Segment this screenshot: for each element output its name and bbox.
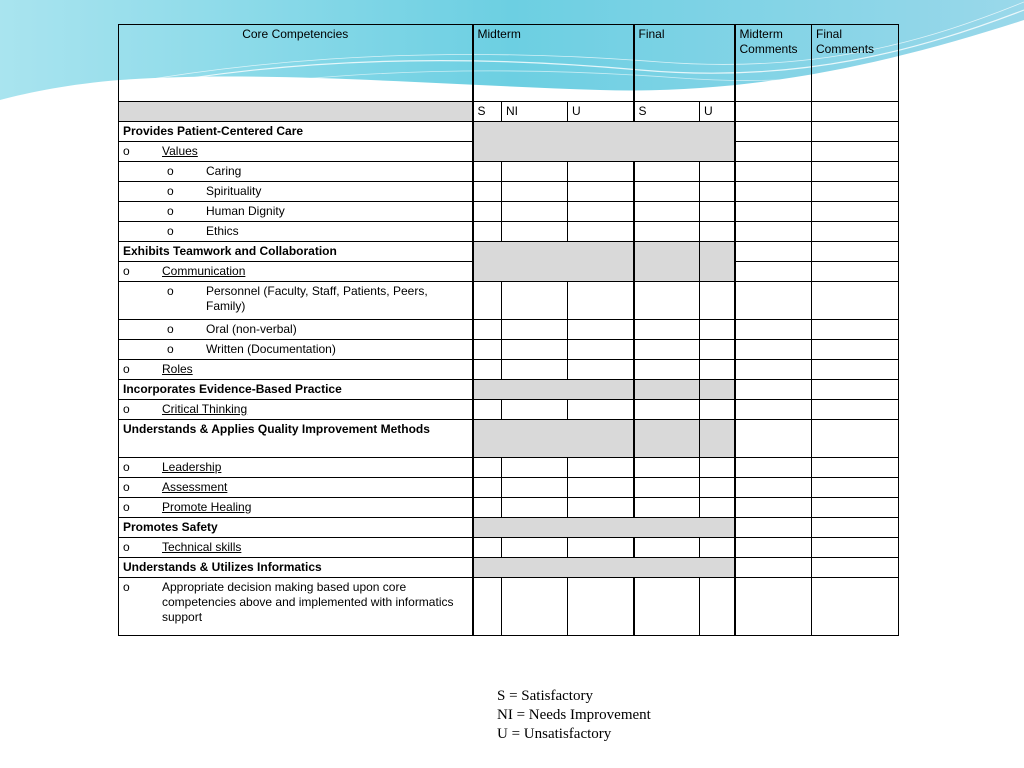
item-cell — [119, 182, 473, 202]
rating-cell[interactable] — [502, 360, 568, 380]
item-cell — [119, 222, 473, 242]
rating-cell[interactable] — [700, 282, 735, 320]
rating-cell[interactable] — [502, 320, 568, 340]
rating-cell[interactable] — [502, 538, 568, 558]
subcategory-label: Appropriate decision making based upon core competencies above and implemented with informatics support — [162, 580, 454, 624]
final-comment-cell[interactable] — [812, 400, 899, 420]
table-row — [119, 518, 899, 538]
final-comment-cell[interactable] — [812, 360, 899, 380]
table-row — [119, 458, 899, 478]
shaded-rating-block — [473, 558, 735, 578]
shaded-rating-block — [473, 380, 634, 400]
subcategory-label: Critical Thinking — [162, 402, 248, 416]
midterm-comment-cell[interactable] — [735, 122, 812, 142]
bullet-marker: o — [167, 164, 174, 178]
midterm-comment-cell[interactable] — [735, 578, 812, 636]
subcategory-cell — [119, 578, 473, 636]
table-row — [119, 400, 899, 420]
rating-cell[interactable] — [568, 360, 634, 380]
midterm-comment-cell[interactable] — [735, 498, 812, 518]
rating-cell[interactable] — [634, 578, 700, 636]
bullet-marker: o — [167, 284, 174, 298]
subheader-blank — [119, 102, 473, 122]
bullet-marker: o — [123, 362, 130, 376]
item-cell — [119, 162, 473, 182]
rating-cell[interactable] — [634, 282, 700, 320]
bullet-marker: o — [167, 204, 174, 218]
rating-cell[interactable] — [700, 478, 735, 498]
midterm-comment-cell[interactable] — [735, 478, 812, 498]
table-row — [119, 380, 899, 400]
subheader-midterm-s: S — [473, 102, 502, 122]
table-row — [119, 420, 899, 458]
rating-cell[interactable] — [502, 182, 568, 202]
shaded-rating-block — [634, 380, 700, 400]
final-comment-cell[interactable] — [812, 380, 899, 400]
item-cell — [119, 340, 473, 360]
rating-cell[interactable] — [502, 222, 568, 242]
rating-cell[interactable] — [502, 498, 568, 518]
midterm-comment-cell[interactable] — [735, 282, 812, 320]
bullet-marker: o — [123, 480, 130, 494]
final-comment-cell[interactable] — [812, 202, 899, 222]
rating-cell[interactable] — [568, 320, 634, 340]
subcategory-cell — [119, 498, 473, 518]
rating-cell[interactable] — [473, 222, 502, 242]
competency-evaluation-table — [118, 24, 899, 636]
final-comment-cell[interactable] — [812, 340, 899, 360]
rating-cell[interactable] — [700, 182, 735, 202]
final-comment-cell[interactable] — [812, 478, 899, 498]
subcategory-cell — [119, 262, 473, 282]
final-comment-cell[interactable] — [812, 578, 899, 636]
legend-needs-improvement: NI = Needs Improvement — [497, 707, 651, 723]
rating-cell[interactable] — [634, 478, 700, 498]
rating-cell[interactable] — [473, 498, 502, 518]
category-label: Understands & Applies Quality Improvement Methods — [119, 420, 473, 458]
rating-cell[interactable] — [700, 498, 735, 518]
subheader-midterm-ni: NI — [502, 102, 568, 122]
item-label: Ethics — [206, 224, 239, 238]
rating-cell[interactable] — [700, 400, 735, 420]
rating-cell[interactable] — [634, 222, 700, 242]
final-comment-cell[interactable] — [812, 242, 899, 262]
bullet-marker: o — [123, 580, 130, 594]
rating-cell[interactable] — [568, 400, 634, 420]
rating-cell[interactable] — [502, 162, 568, 182]
shaded-rating-block — [634, 420, 700, 458]
rating-cell[interactable] — [473, 162, 502, 182]
rating-cell[interactable] — [473, 478, 502, 498]
bullet-marker: o — [167, 184, 174, 198]
shaded-rating-block — [473, 242, 634, 282]
final-comment-cell[interactable] — [812, 162, 899, 182]
table-row — [119, 202, 899, 222]
item-label: Spirituality — [206, 184, 262, 198]
subcategory-cell — [119, 538, 473, 558]
rating-cell[interactable] — [634, 182, 700, 202]
rating-cell[interactable] — [700, 162, 735, 182]
rating-cell[interactable] — [568, 458, 634, 478]
midterm-comment-cell[interactable] — [735, 340, 812, 360]
rating-cell[interactable] — [568, 182, 634, 202]
midterm-comment-cell[interactable] — [735, 360, 812, 380]
legend-unsatisfactory: U = Unsatisfactory — [497, 726, 612, 742]
final-comment-cell[interactable] — [812, 458, 899, 478]
rating-cell[interactable] — [634, 400, 700, 420]
rating-cell[interactable] — [473, 360, 502, 380]
rating-cell[interactable] — [700, 578, 735, 636]
shaded-rating-block — [473, 122, 735, 162]
rating-cell[interactable] — [568, 538, 634, 558]
table-row — [119, 122, 899, 142]
rating-cell[interactable] — [473, 282, 502, 320]
item-cell — [119, 202, 473, 222]
header-final: Final — [634, 25, 735, 102]
subcategory-label: Technical skills — [162, 540, 242, 554]
final-comment-cell[interactable] — [812, 122, 899, 142]
table-row — [119, 558, 899, 578]
subcategory-label: Promote Healing — [162, 500, 252, 514]
rating-cell[interactable] — [568, 340, 634, 360]
midterm-comment-cell[interactable] — [735, 182, 812, 202]
shaded-rating-block — [700, 242, 735, 282]
table-row — [119, 340, 899, 360]
rating-cell[interactable] — [634, 458, 700, 478]
rating-cell[interactable] — [634, 320, 700, 340]
rating-cell[interactable] — [634, 538, 700, 558]
shaded-rating-block — [473, 420, 634, 458]
bullet-marker: o — [123, 144, 130, 158]
rating-cell[interactable] — [634, 340, 700, 360]
subheader-final-s: S — [634, 102, 700, 122]
subcategory-label: Values — [162, 144, 198, 158]
rating-cell[interactable] — [568, 202, 634, 222]
midterm-comment-cell[interactable] — [735, 142, 812, 162]
header-midterm-comments: Midterm Comments — [735, 25, 812, 102]
shaded-rating-block — [473, 518, 735, 538]
rating-cell[interactable] — [634, 360, 700, 380]
rating-cell[interactable] — [502, 400, 568, 420]
subcategory-label: Communication — [162, 264, 246, 278]
subcategory-cell — [119, 360, 473, 380]
rating-cell[interactable] — [473, 458, 502, 478]
bullet-marker: o — [123, 500, 130, 514]
midterm-comment-cell[interactable] — [735, 262, 812, 282]
subcategory-cell — [119, 400, 473, 420]
rating-cell[interactable] — [473, 182, 502, 202]
rating-cell[interactable] — [473, 538, 502, 558]
rating-cell[interactable] — [502, 478, 568, 498]
bullet-marker: o — [123, 540, 130, 554]
final-comment-cell[interactable] — [812, 142, 899, 162]
table-row — [119, 478, 899, 498]
item-label: Human Dignity — [206, 204, 285, 218]
rating-cell[interactable] — [568, 282, 634, 320]
rating-cell[interactable] — [700, 320, 735, 340]
rating-cell[interactable] — [568, 478, 634, 498]
midterm-comment-cell[interactable] — [735, 102, 812, 122]
category-label: Promotes Safety — [119, 518, 473, 538]
shaded-rating-block — [634, 242, 700, 282]
rating-cell[interactable] — [634, 202, 700, 222]
rating-cell[interactable] — [634, 162, 700, 182]
category-label: Provides Patient-Centered Care — [119, 122, 473, 142]
rating-cell[interactable] — [700, 202, 735, 222]
category-label: Incorporates Evidence-Based Practice — [119, 380, 473, 400]
rating-cell[interactable] — [502, 578, 568, 636]
bullet-marker: o — [123, 402, 130, 416]
legend-satisfactory: S = Satisfactory — [497, 688, 593, 704]
rating-cell[interactable] — [473, 320, 502, 340]
rating-cell[interactable] — [473, 578, 502, 636]
item-cell — [119, 320, 473, 340]
subcategory-label: Roles — [162, 362, 193, 376]
bullet-marker: o — [123, 460, 130, 474]
header-core-competencies: Core Competencies — [119, 25, 473, 102]
midterm-comment-cell[interactable] — [735, 222, 812, 242]
rating-cell[interactable] — [700, 360, 735, 380]
competency-table-wrapper — [118, 24, 899, 636]
rating-cell[interactable] — [473, 400, 502, 420]
shaded-rating-block — [700, 420, 735, 458]
midterm-comment-cell[interactable] — [735, 380, 812, 400]
subheader-row — [119, 102, 899, 122]
midterm-comment-cell[interactable] — [735, 518, 812, 538]
rating-cell[interactable] — [502, 340, 568, 360]
rating-cell[interactable] — [502, 282, 568, 320]
table-row — [119, 222, 899, 242]
subheader-midterm-u: U — [568, 102, 634, 122]
item-label: Written (Documentation) — [206, 342, 336, 356]
rating-cell[interactable] — [502, 458, 568, 478]
rating-cell[interactable] — [634, 498, 700, 518]
subcategory-cell — [119, 458, 473, 478]
header-row — [119, 25, 899, 102]
rating-cell[interactable] — [700, 222, 735, 242]
midterm-comment-cell[interactable] — [735, 202, 812, 222]
category-label: Understands & Utilizes Informatics — [119, 558, 473, 578]
table-row — [119, 498, 899, 518]
rating-cell[interactable] — [473, 340, 502, 360]
subcategory-cell — [119, 142, 473, 162]
header-final-comments: Final Comments — [812, 25, 899, 102]
category-label: Exhibits Teamwork and Collaboration — [119, 242, 473, 262]
subheader-final-u: U — [700, 102, 735, 122]
rating-legend — [497, 687, 651, 744]
bullet-marker: o — [123, 264, 130, 278]
rating-cell[interactable] — [568, 162, 634, 182]
item-label: Caring — [206, 164, 242, 178]
table-row — [119, 282, 899, 320]
midterm-comment-cell[interactable] — [735, 458, 812, 478]
rating-cell[interactable] — [502, 202, 568, 222]
item-label: Oral (non-verbal) — [206, 322, 297, 336]
final-comment-cell[interactable] — [812, 262, 899, 282]
final-comment-cell[interactable] — [812, 320, 899, 340]
item-cell — [119, 282, 473, 320]
midterm-comment-cell[interactable] — [735, 400, 812, 420]
bullet-marker: o — [167, 322, 174, 336]
midterm-comment-cell[interactable] — [735, 162, 812, 182]
midterm-comment-cell[interactable] — [735, 420, 812, 458]
bullet-marker: o — [167, 224, 174, 238]
table-row — [119, 242, 899, 262]
header-midterm: Midterm — [473, 25, 634, 102]
final-comment-cell[interactable] — [812, 498, 899, 518]
final-comment-cell[interactable] — [812, 282, 899, 320]
midterm-comment-cell[interactable] — [735, 558, 812, 578]
midterm-comment-cell[interactable] — [735, 538, 812, 558]
final-comment-cell[interactable] — [812, 420, 899, 458]
final-comment-cell[interactable] — [812, 558, 899, 578]
rating-cell[interactable] — [568, 222, 634, 242]
rating-cell[interactable] — [568, 578, 634, 636]
item-label: Personnel (Faculty, Staff, Patients, Peers, Family) — [206, 284, 428, 313]
table-row — [119, 182, 899, 202]
table-row — [119, 162, 899, 182]
subcategory-label: Assessment — [162, 480, 228, 494]
final-comment-cell[interactable] — [812, 538, 899, 558]
rating-cell[interactable] — [700, 538, 735, 558]
subcategory-cell — [119, 478, 473, 498]
final-comment-cell[interactable] — [812, 518, 899, 538]
midterm-comment-cell[interactable] — [735, 320, 812, 340]
table-row — [119, 578, 899, 636]
shaded-rating-block — [700, 380, 735, 400]
final-comment-cell[interactable] — [812, 182, 899, 202]
rating-cell[interactable] — [568, 498, 634, 518]
rating-cell[interactable] — [700, 458, 735, 478]
table-row — [119, 360, 899, 380]
subcategory-label: Leadership — [162, 460, 222, 474]
midterm-comment-cell[interactable] — [735, 242, 812, 262]
final-comment-cell[interactable] — [812, 222, 899, 242]
table-row — [119, 320, 899, 340]
rating-cell[interactable] — [700, 340, 735, 360]
table-row — [119, 538, 899, 558]
bullet-marker: o — [167, 342, 174, 356]
rating-cell[interactable] — [473, 202, 502, 222]
final-comment-cell[interactable] — [812, 102, 899, 122]
